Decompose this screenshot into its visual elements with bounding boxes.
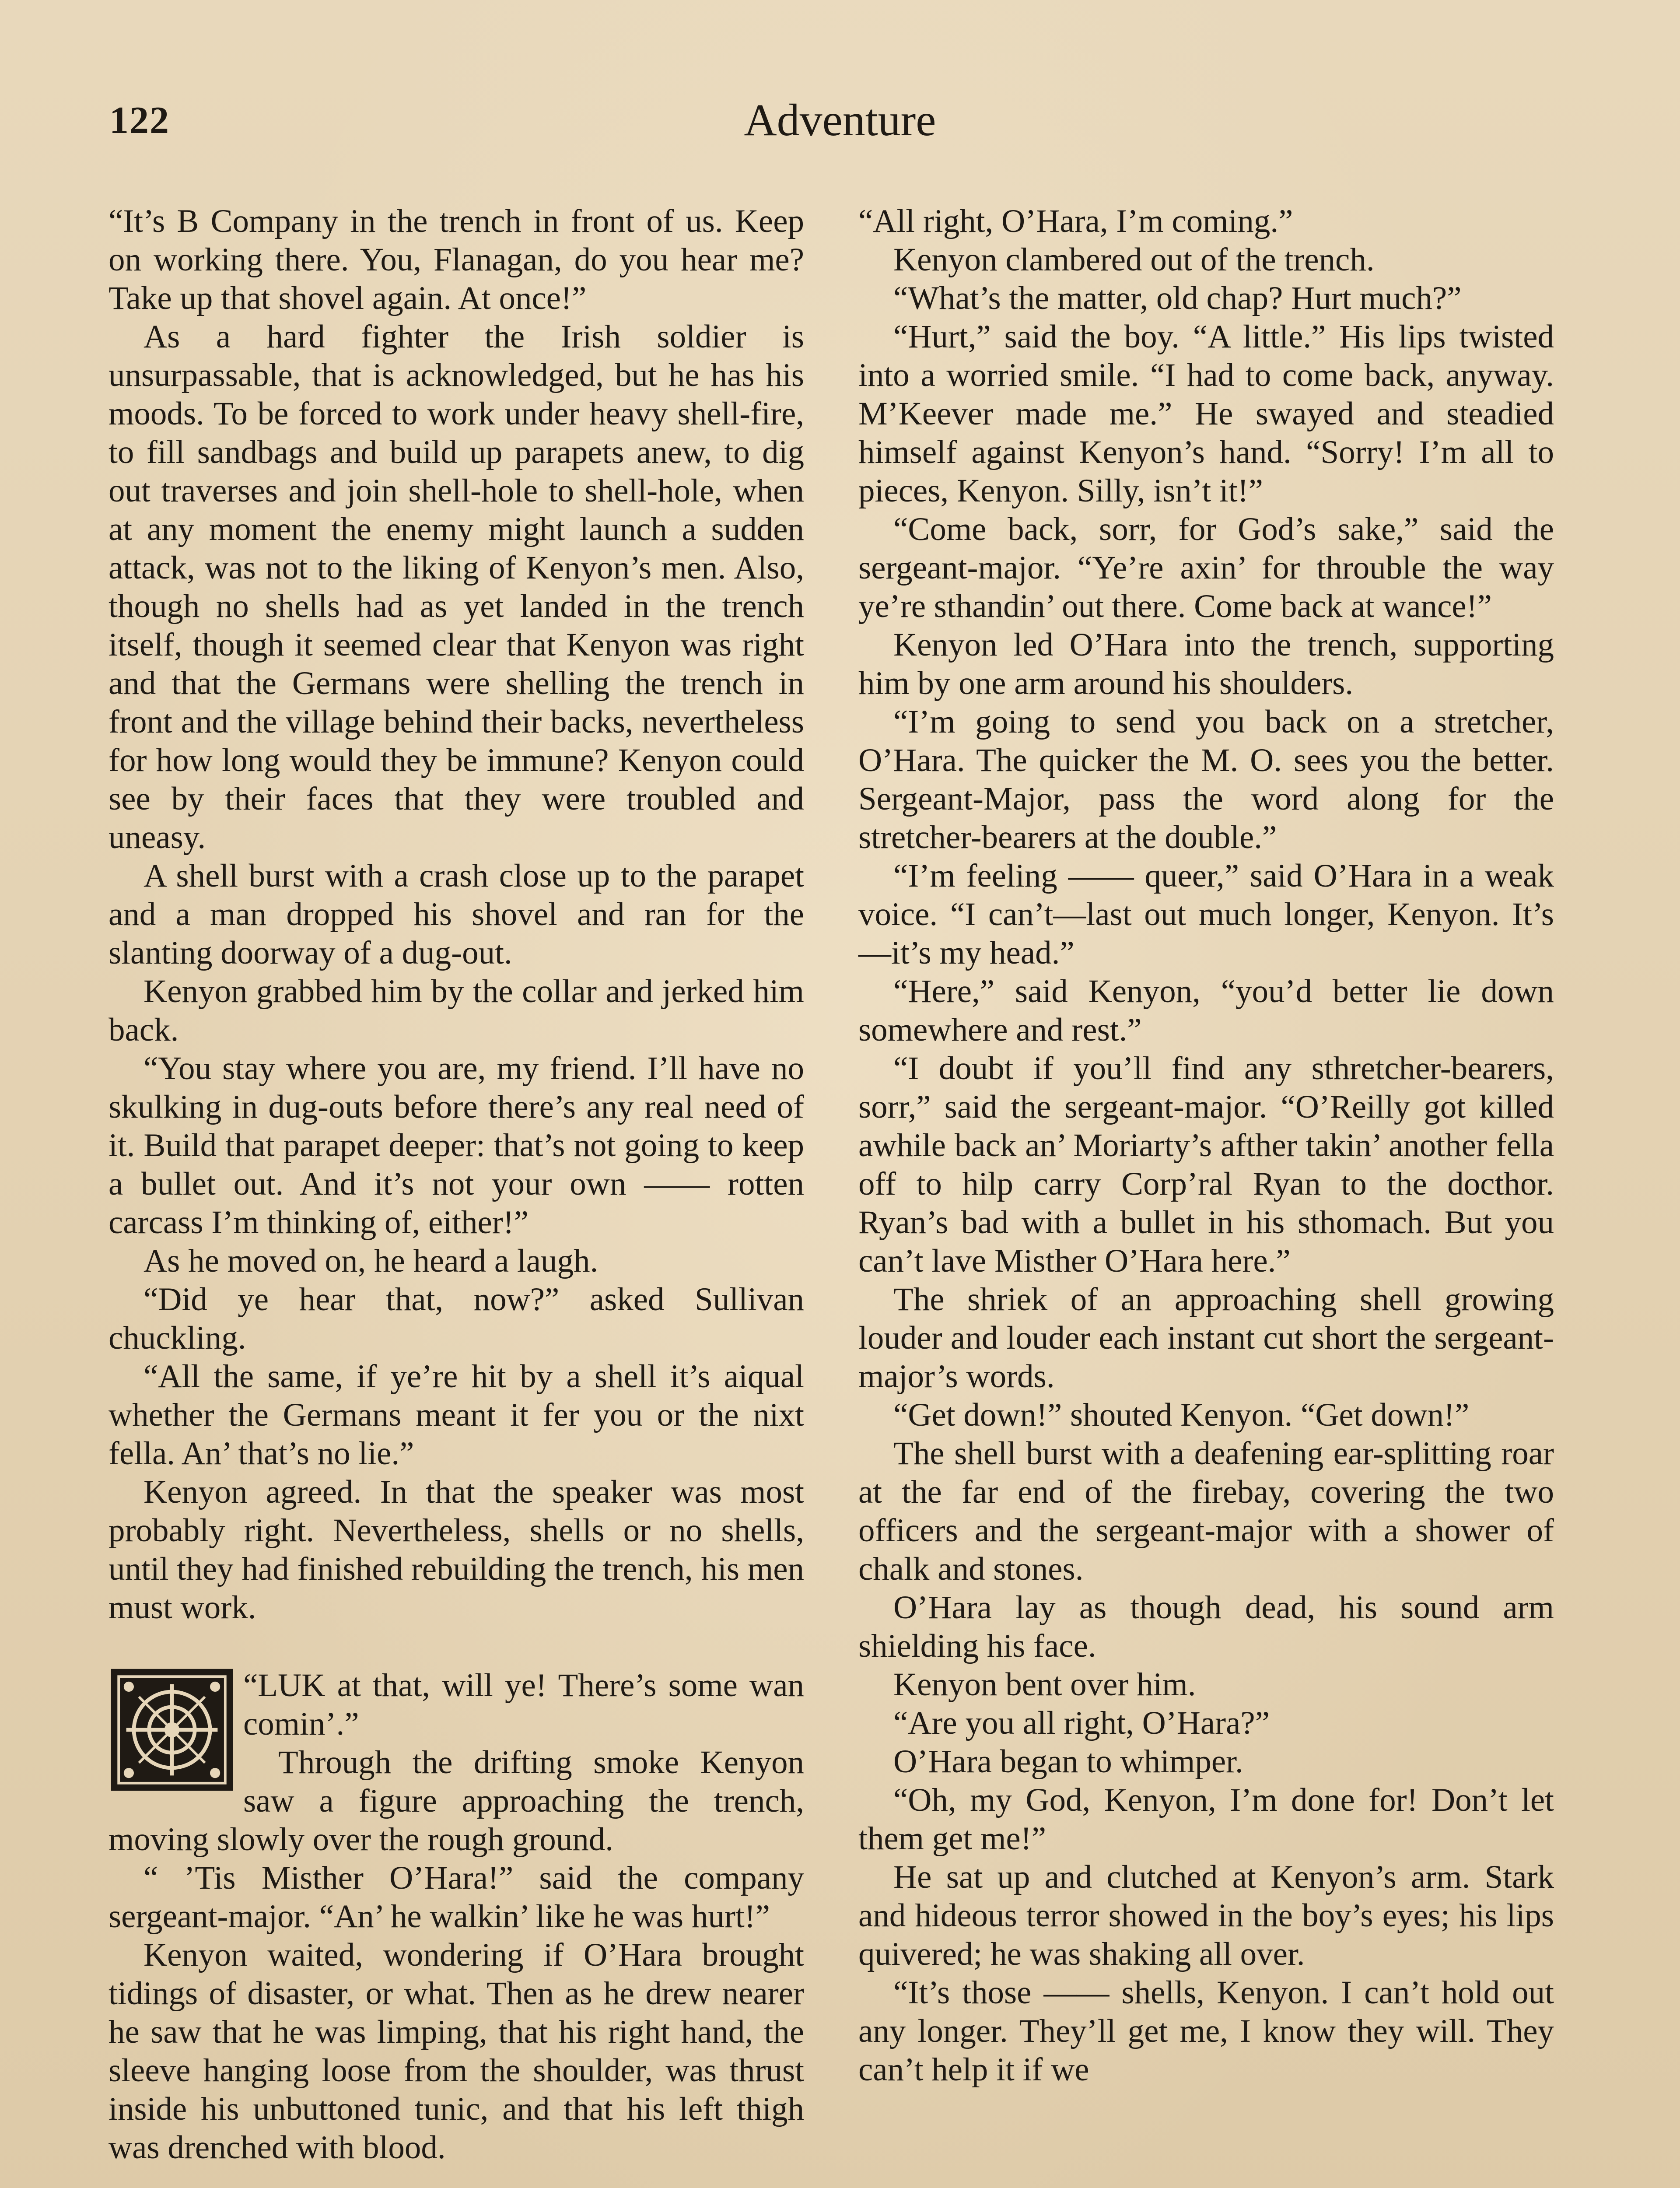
paragraph: “It’s B Company in the trench in front of us. Keep on working there. You, Flanagan, do you hear me? Take up that shovel again. At once!” (108, 203, 804, 316)
paragraph: Kenyon waited, wondering if O’Hara brought tidings of disaster, or what. Then as he drew nearer he saw that he was limping, that his right hand, the sleeve hanging loose from the shoulder, was thrust inside his unbuttoned tunic, and that his left thigh was drenched with blood. (108, 1937, 804, 2166)
paragraph: “ ’Tis Misther O’Hara!” said the company sergeant-major. “An’ he walkin’ like he was hurt!” (108, 1860, 804, 1935)
ornamental-dropcap-icon (108, 1666, 235, 1793)
paragraph: “You stay where you are, my friend. I’ll have no skulking in dug-outs before there’s any real need of it. Build that parapet deeper: that’s not going to keep a bullet out. And it’s not your own —— rotten carcass I’m thinking of, either!” (108, 1050, 804, 1241)
paragraph: “I’m going to send you back on a stretcher, O’Hara. The quicker the M. O. sees you the better. Sergeant-Major, pass the word along for the stretcher-bearers at the double.” (858, 704, 1554, 856)
paragraph: Kenyon grabbed him by the collar and jerked him back. (108, 973, 804, 1048)
paragraph: O’Hara lay as though dead, his sound arm shielding his face. (858, 1589, 1554, 1664)
paragraph: Through the drifting smoke Kenyon saw a figure approaching the trench, moving slowly over the rough ground. (108, 1744, 804, 1858)
paragraph: As a hard fighter the Irish soldier is unsurpassable, that is acknowledged, but he has his moods. To be forced to work under heavy shell-fire, to fill sandbags and build up parapets anew, to dig out traverses and join shell-hole to shell-hole, when at any moment the enemy might launch a sudden attack, was not to the liking of Kenyon’s men. Also, though no shells had as yet landed in the trench itself, though it seemed clear that Kenyon was right and that the Germans were shelling the trench in front and the village behind their backs, nevertheless for how long would they be immune? Kenyon could see by their faces that they were troubled and uneasy. (108, 319, 804, 856)
page-header (109, 95, 1571, 155)
paragraph: A shell burst with a crash close up to the parapet and a man dropped his shovel and ran for the slanting doorway of a dug-out. (108, 858, 804, 971)
paragraph: “It’s those —— shells, Kenyon. I can’t hold out any longer. They’ll get me, I know they will. They can’t help it if we (858, 1974, 1554, 2088)
section-break (108, 1627, 804, 1666)
paragraph: “Hurt,” said the boy. “A little.” His lips twisted into a worried smile. “I had to come back, anyway. M’Keever made me.” He swayed and steadied himself against Kenyon’s hand. “Sorry! I’m all to pieces, Kenyon. Silly, isn’t it!” (858, 319, 1554, 509)
page-number: 122 (109, 99, 170, 142)
paragraph: “I’m feeling —— queer,” said O’Hara in a weak voice. “I can’t—last out much longer, Kenyon. It’s—it’s my head.” (858, 858, 1554, 971)
paragraph: “Are you all right, O’Hara?” (893, 1705, 1270, 1741)
left-column (108, 202, 804, 2167)
running-title: Adventure (744, 95, 936, 145)
paragraph: As he moved on, he heard a laugh. (144, 1243, 598, 1279)
paragraph: O’Hara began to whimper. (893, 1743, 1243, 1780)
paragraph: “All the same, if ye’re hit by a shell it’s aiqual whether the Germans meant it fer you or the nixt fella. An’ that’s no lie.” (108, 1358, 804, 1472)
paragraph: Kenyon clambered out of the trench. (893, 242, 1375, 278)
paragraph: He sat up and clutched at Kenyon’s arm. Stark and hideous terror showed in the boy’s eyes; his lips quivered; he was shaking all over. (858, 1859, 1554, 1972)
paragraph: “Here,” said Kenyon, “you’d better lie down somewhere and rest.” (858, 973, 1554, 1048)
right-column (858, 202, 1554, 2089)
paragraph: “I doubt if you’ll find any sthretcher-bearers, sorr,” said the sergeant-major. “O’Reilly got killed awhile back an’ Moriarty’s afther takin’ another fella off to hilp carry Corp’ral Ryan to the docthor. Ryan’s bad with a bullet in his sthomach. But you can’t lave Misther O’Hara here.” (858, 1050, 1554, 1279)
paragraph: “What’s the matter, old chap? Hurt much?” (893, 280, 1462, 316)
paragraph: “All right, O’Hara, I’m coming.” (858, 203, 1293, 239)
paragraph: “Did ye hear that, now?” asked Sullivan chuckling. (108, 1281, 804, 1356)
paragraph: Kenyon led O’Hara into the trench, supporting him by one arm around his shoulders. (858, 627, 1554, 701)
paragraph-dropcap: “LUK at that, will ye! There’s some wan comin’.” (243, 1667, 804, 1742)
paragraph: “Come back, sorr, for God’s sake,” said the sergeant-major. “Ye’re axin’ for throuble the way ye’re sthandin’ out there. Come back at wance!” (858, 511, 1554, 624)
paragraph: Kenyon agreed. In that the speaker was most probably right. Nevertheless, shells or no shells, until they had finished rebuilding the trench, his men must work. (108, 1474, 804, 1626)
paragraph: The shriek of an approaching shell growing louder and louder each instant cut short the sergeant-major’s words. (858, 1281, 1554, 1395)
paragraph: “Oh, my God, Kenyon, I’m done for! Don’t let them get me!” (858, 1782, 1554, 1857)
paragraph: The shell burst with a deafening ear-splitting roar at the far end of the firebay, covering the two officers and the sergeant-major with a shower of chalk and stones. (858, 1435, 1554, 1587)
paragraph: “Get down!” shouted Kenyon. “Get down!” (893, 1397, 1470, 1433)
paragraph: Kenyon bent over him. (893, 1666, 1196, 1703)
